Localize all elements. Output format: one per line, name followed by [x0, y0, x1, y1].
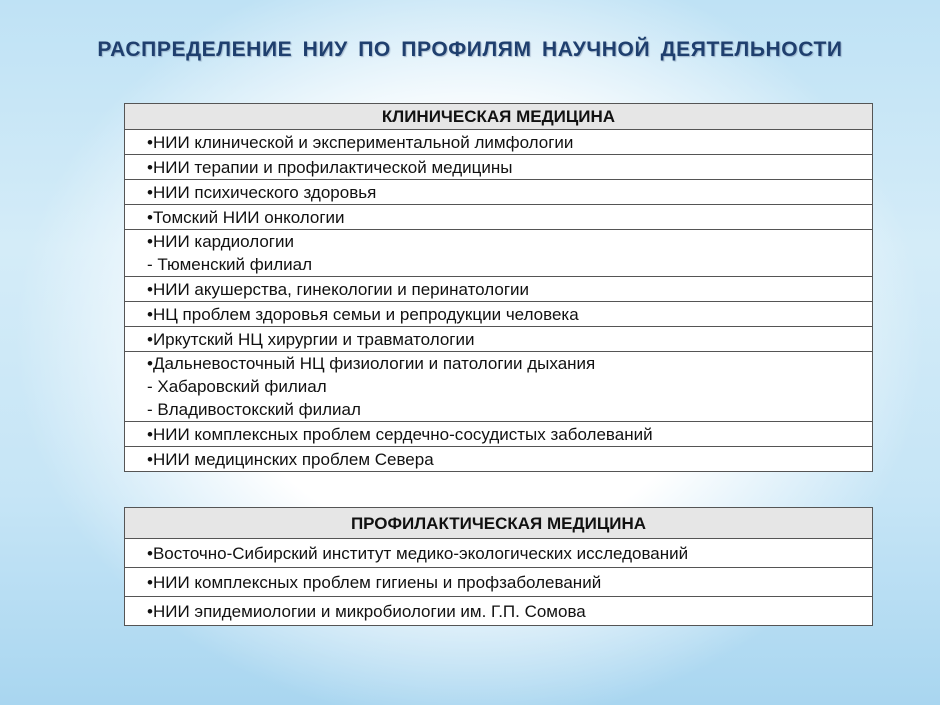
- table-cell: [125, 277, 873, 302]
- table-row: [125, 597, 873, 626]
- table-cell: [125, 568, 873, 597]
- clinical-medicine-table: [124, 103, 873, 472]
- row-line: •НИИ клинической и экспериментальной лимфологии: [147, 132, 574, 152]
- table-cell: [125, 597, 873, 626]
- table-row: [125, 422, 873, 447]
- row-line: •НИИ акушерства, гинекологии и перинатологии: [147, 279, 530, 299]
- row-line: •Томский НИИ онкологии: [147, 207, 345, 227]
- row-line: •Иркутский НЦ хирургии и травматологии: [147, 329, 475, 349]
- row-line: •НИИ эпидемиологии и микробиологии им. Г.П. Сомова: [147, 601, 586, 621]
- table-row: [125, 155, 873, 180]
- table-header: ПРОФИЛАКТИЧЕСКАЯ МЕДИЦИНА: [125, 508, 873, 539]
- row-subline: - Хабаровский филиал: [147, 377, 327, 396]
- table-row: [125, 230, 873, 277]
- row-subline: - Владивостокский филиал: [147, 400, 361, 419]
- table-cell: [125, 327, 873, 352]
- table-header-row: [125, 104, 873, 130]
- row-line: •НИИ комплексных проблем сердечно-сосудистых заболеваний: [147, 424, 653, 444]
- table-row: [125, 277, 873, 302]
- table-cell: [125, 302, 873, 327]
- row-line: •НИИ терапии и профилактической медицины: [147, 157, 513, 177]
- table-row: [125, 327, 873, 352]
- row-line: •НИИ кардиологии: [147, 232, 294, 251]
- row-line: •Дальневосточный НЦ физиологии и патологии дыхания: [147, 354, 596, 373]
- page-title: РАСПРЕДЕЛЕНИЕ НИУ ПО ПРОФИЛЯМ НАУЧНОЙ ДЕЯТЕЛЬНОСТИ: [97, 38, 843, 61]
- table-cell: [125, 130, 873, 155]
- row-line: •Восточно-Сибирский институт медико-экологических исследований: [147, 543, 689, 563]
- table-cell: [125, 155, 873, 180]
- table-header: КЛИНИЧЕСКАЯ МЕДИЦИНА: [125, 104, 873, 130]
- preventive-medicine-table: [124, 507, 873, 626]
- table-header-row: [125, 508, 873, 539]
- table-row: [125, 130, 873, 155]
- table-row: [125, 568, 873, 597]
- table-row: [125, 302, 873, 327]
- table-cell: [125, 422, 873, 447]
- row-line: •НЦ проблем здоровья семьи и репродукции человека: [147, 304, 579, 324]
- table-cell: [125, 447, 873, 472]
- row-line: •НИИ медицинских проблем Севера: [147, 449, 434, 469]
- table-cell: [125, 205, 873, 230]
- table-cell: [125, 180, 873, 205]
- row-line: •НИИ комплексных проблем гигиены и профзаболеваний: [147, 572, 602, 592]
- row-subline: - Тюменский филиал: [147, 255, 313, 274]
- table-row: [125, 539, 873, 568]
- table-row: [125, 180, 873, 205]
- table-cell: [125, 539, 873, 568]
- table-row: [125, 447, 873, 472]
- table-row: [125, 352, 873, 422]
- table-row: [125, 205, 873, 230]
- table-cell: [125, 230, 873, 277]
- table-cell: [125, 352, 873, 422]
- row-line: •НИИ психического здоровья: [147, 182, 377, 202]
